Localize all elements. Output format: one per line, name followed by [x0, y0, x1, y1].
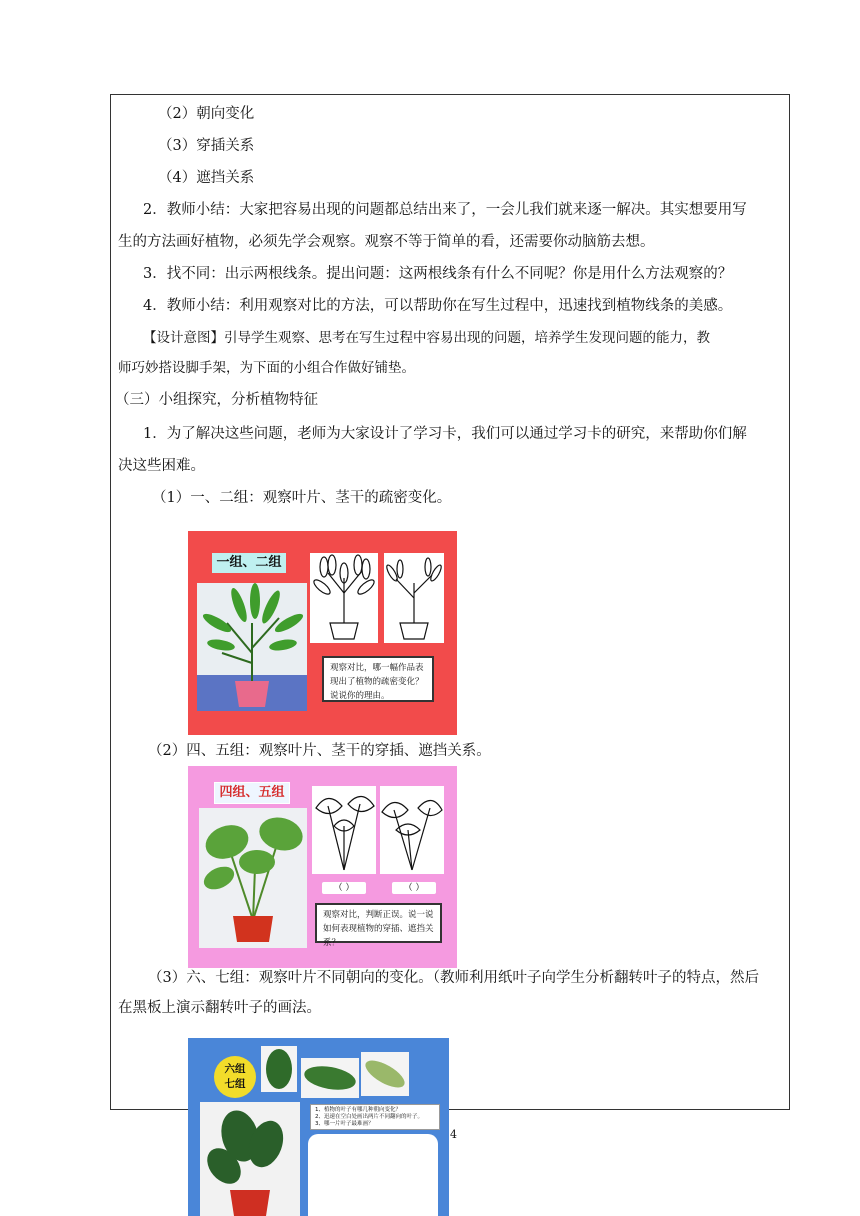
text-line: （2）四、五组：观察叶片、茎干的穿插、遮挡关系。 — [148, 743, 491, 759]
answer-blank: （ ） — [392, 882, 436, 894]
plant-photo — [197, 583, 307, 711]
text-line: 在黑板上演示翻转叶子的画法。 — [118, 1000, 321, 1016]
design-intent: 【设计意图】引导学生观察、思考在写生过程中容易出现的问题，培养学生发现问题的能力，教 — [143, 330, 710, 346]
group-badge: 四组、五组 — [214, 782, 290, 804]
text-line: 决这些困难。 — [118, 458, 205, 474]
plant-photo — [199, 808, 307, 948]
group-badge — [214, 1056, 256, 1098]
leaf-photo-3 — [361, 1052, 409, 1096]
design-intent: 师巧妙搭设脚手架，为下面的小组合作做好铺垫。 — [118, 360, 415, 376]
line-drawing-left — [312, 786, 376, 874]
drawing-area — [308, 1134, 438, 1216]
badge-line: 七组 — [224, 1078, 246, 1090]
card-questions — [310, 1104, 440, 1130]
answer-blank: （ ） — [322, 882, 366, 894]
line-drawing-right — [380, 786, 444, 874]
text-line: （1）一、二组：观察叶片、茎干的疏密变化。 — [152, 490, 452, 506]
study-card-3 — [188, 1038, 449, 1216]
badge-line: 六组 — [224, 1063, 246, 1075]
study-card-1 — [188, 531, 457, 735]
group-badge: 一组、二组 — [212, 553, 286, 573]
text-line: 3．找不同：出示两根线条。提出问题：这两根线条有什么不同呢？你是用什么方法观察的？ — [143, 266, 733, 282]
line-drawing-left — [310, 553, 378, 643]
question-1: 1、植物的叶子有哪几种朝向变化？ — [315, 1107, 402, 1113]
plant-photo — [200, 1102, 300, 1216]
text-line: （2）朝向变化 — [158, 106, 255, 122]
text-line: 2．教师小结：大家把容易出现的问题都总结出来了，一会儿我们就来逐一解决。其实想要用写 — [143, 202, 747, 218]
study-card-2 — [188, 766, 457, 968]
line-drawing-right — [384, 553, 444, 643]
leaf-photo-1 — [261, 1046, 297, 1092]
text-line: （3）穿插关系 — [158, 138, 255, 154]
text-line: 生的方法画好植物，必须先学会观察。观察不等于简单的看，还需要你动脑筋去想。 — [118, 234, 655, 250]
text-line: 4．教师小结：利用观察对比的方法，可以帮助你在写生过程中，迅速找到植物线条的美感。 — [143, 298, 733, 314]
text-line: 1．为了解决这些问题，老师为大家设计了学习卡，我们可以通过学习卡的研究，来帮助你们解 — [143, 426, 747, 442]
section-heading: （三）小组探究，分析植物特征 — [115, 392, 318, 408]
question-2: 2、迅速在空白处画出两片不同翻向的叶子。 — [315, 1114, 424, 1120]
leaf-photo-2 — [301, 1058, 359, 1098]
page-number: 4 — [450, 1128, 457, 1141]
card-question: 观察对比，判断正误。说一说如何表现植物的穿插、遮挡关系？ — [315, 903, 442, 943]
text-line: （4）遮挡关系 — [158, 170, 255, 186]
card-question: 观察对比，哪一幅作品表现出了植物的疏密变化？说说你的理由。 — [322, 656, 434, 702]
question-3: 3、哪一片叶子最难画？ — [315, 1121, 374, 1127]
text-line: （3）六、七组：观察叶片不同朝向的变化。（教师利用纸叶子向学生分析翻转叶子的特点，然后 — [148, 970, 759, 986]
